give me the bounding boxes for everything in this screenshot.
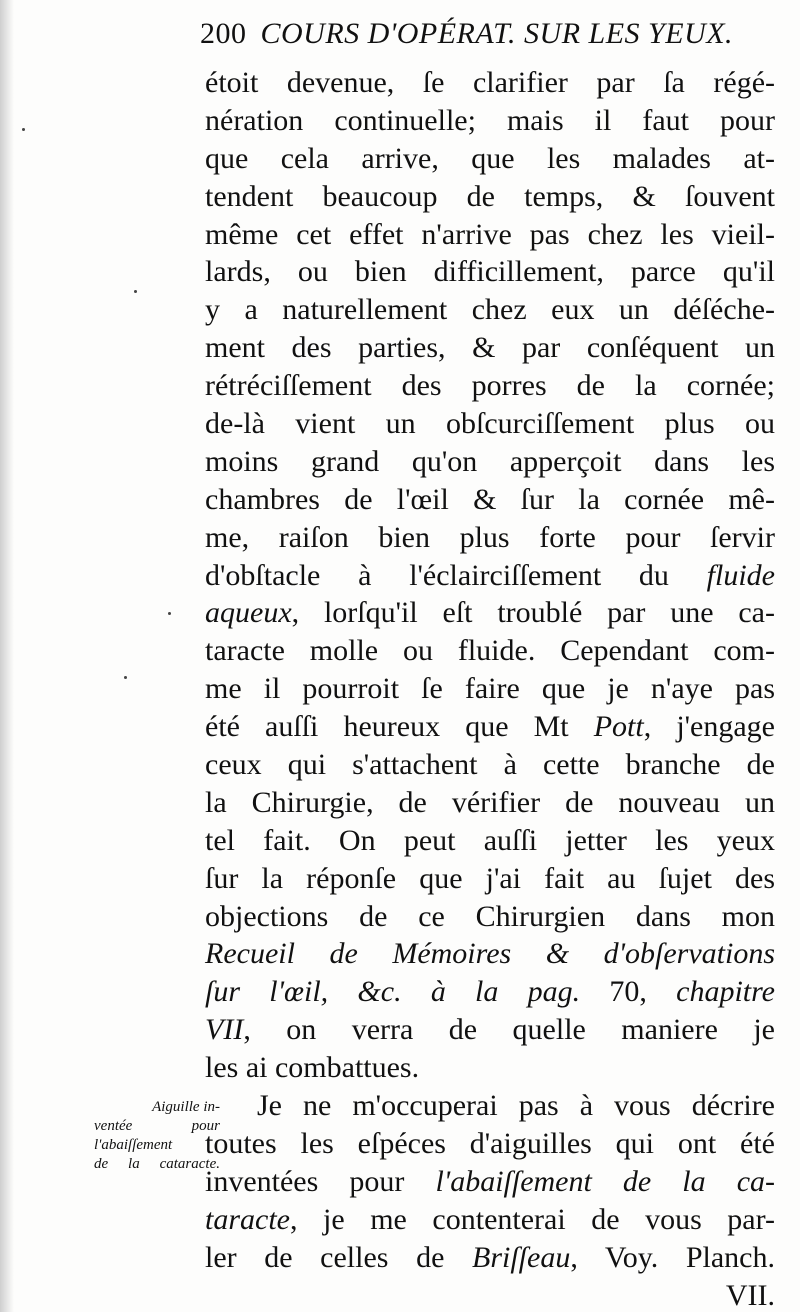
text-line: [205, 102, 775, 140]
text-line: [205, 519, 775, 557]
margin-note-line: l'abaiſſement: [94, 1137, 173, 1153]
text-segment: me il pourroit ſe faire que je n'aye pas: [205, 672, 775, 706]
text-segment: ceux qui s'attachent à cette branche de: [205, 748, 775, 782]
text-segment: que cela arrive, que les malades at-: [205, 141, 775, 175]
italic-text: VII: [205, 1013, 244, 1047]
running-head: [200, 12, 780, 56]
paper-speck: [124, 676, 127, 679]
text-segment: objections de ce Chirurgien dans mon: [205, 899, 775, 933]
text-line: [205, 935, 775, 973]
text-line: [205, 1239, 775, 1277]
text-segment: lards, ou bien difficillement, parce qu'il: [205, 255, 775, 289]
text-segment: Je ne m'occuperai pas à vous décrire: [257, 1089, 775, 1123]
text-segment: rétréciſſement des porres de la cornée;: [205, 369, 775, 403]
text-segment: tel fait. On peut auſſi jetter les yeux: [205, 823, 775, 857]
text-segment: , j'engage: [643, 710, 776, 744]
running-title: COURS D'OPÉRAT. SUR LES YEUX.: [260, 17, 734, 50]
text-line: [205, 140, 775, 178]
text-segment: ment des parties, & par conſéquent un: [205, 331, 775, 365]
italic-text: Pott: [593, 710, 644, 744]
gutter-shadow: [0, 0, 14, 1312]
text-line: [205, 1277, 775, 1312]
paper-speck: [134, 290, 137, 293]
text-line: [205, 367, 775, 405]
text-segment: toutes les eſpéces d'aiguilles qui ont été: [205, 1126, 775, 1160]
text-segment: ſur la réponſe que j'ai fait au ſujet des: [205, 861, 775, 895]
text-line: [205, 1163, 775, 1201]
text-line: [205, 481, 775, 519]
text-segment: ler de celles de: [205, 1240, 472, 1274]
text-segment: la Chirurgie, de vérifier de nouveau un: [205, 785, 775, 819]
text-line: [205, 64, 775, 102]
text-segment: 70,: [580, 975, 677, 1009]
text-line: [205, 632, 775, 670]
text-line: [205, 1011, 775, 1049]
text-segment: chambres de l'œil & ſur la cornée mê-: [205, 482, 775, 516]
text-segment: tendent beaucoup de temps, & ſouvent: [205, 179, 775, 213]
text-line: [205, 594, 775, 632]
text-segment: inventées pour: [205, 1164, 436, 1198]
italic-text: chapitre: [676, 975, 775, 1009]
text-line: [205, 784, 775, 822]
text-segment: , on verra de quelle maniere je: [243, 1013, 775, 1047]
text-line: [205, 557, 775, 595]
text-segment: taracte molle ou fluide. Cependant com-: [205, 634, 775, 668]
italic-text: l'abaiſſement de la ca-: [435, 1164, 776, 1198]
margin-note-line: de la cataracte.: [94, 1156, 220, 1172]
text-segment: me, raiſon bien plus forte pour ſervir: [205, 520, 775, 554]
text-line: [205, 973, 775, 1011]
text-line: [205, 670, 775, 708]
text-line: [205, 405, 775, 443]
italic-text: Recueil de Mémoires & d'obſervations: [205, 937, 775, 971]
text-segment: d'obſtacle à l'éclairciſſement du: [205, 558, 707, 592]
text-line: [205, 443, 775, 481]
italic-text: taracte: [205, 1202, 290, 1236]
text-line: [205, 746, 775, 784]
page-number: 200: [200, 17, 247, 50]
italic-text: aqueux: [205, 596, 292, 630]
text-line: [205, 860, 775, 898]
margin-note-line: Aiguille in-: [152, 1099, 220, 1115]
text-line: [205, 253, 775, 291]
text-segment: même cet effet n'arrive pas chez les vieil-: [205, 217, 775, 251]
margin-note-line: ventée pour: [94, 1118, 220, 1134]
body-text: [205, 64, 775, 1312]
text-segment: moins grand qu'on apperçoit dans les: [205, 444, 775, 478]
text-line: [205, 178, 775, 216]
text-segment: étoit devenue, ſe clarifier par ſa régé-: [205, 66, 775, 99]
text-segment: de-là vient un obſcurciſſement plus ou: [205, 407, 775, 441]
text-line: [205, 822, 775, 860]
text-segment: nération continuelle; mais il faut pour: [205, 103, 775, 137]
text-line: [205, 708, 775, 746]
paper-speck: [22, 128, 25, 131]
text-segment: VII.: [725, 1278, 775, 1312]
margin-note: [94, 1098, 220, 1174]
italic-text: fluide: [706, 558, 775, 592]
italic-text: ſur l'œil, &c. à la pag.: [205, 975, 581, 1009]
text-line: [205, 898, 775, 936]
text-segment: les ai combattues.: [205, 1051, 420, 1085]
text-line: [205, 291, 775, 329]
italic-text: Briſſeau: [472, 1240, 571, 1274]
text-line: [205, 1087, 775, 1125]
text-line: [205, 1049, 775, 1087]
text-line: [205, 1125, 775, 1163]
text-segment: , lorſqu'il eſt troublé par une ca-: [291, 596, 775, 630]
text-segment: , Voy. Planch.: [570, 1240, 775, 1274]
paper-speck: [168, 612, 171, 615]
text-line: [205, 329, 775, 367]
text-line: [205, 1201, 775, 1239]
text-line: [205, 216, 775, 254]
text-segment: y a naturellement chez eux un déſéche-: [205, 293, 775, 327]
text-segment: été auſſi heureux que Mt: [205, 710, 594, 744]
text-segment: , je me contenterai de vous par-: [289, 1202, 775, 1236]
